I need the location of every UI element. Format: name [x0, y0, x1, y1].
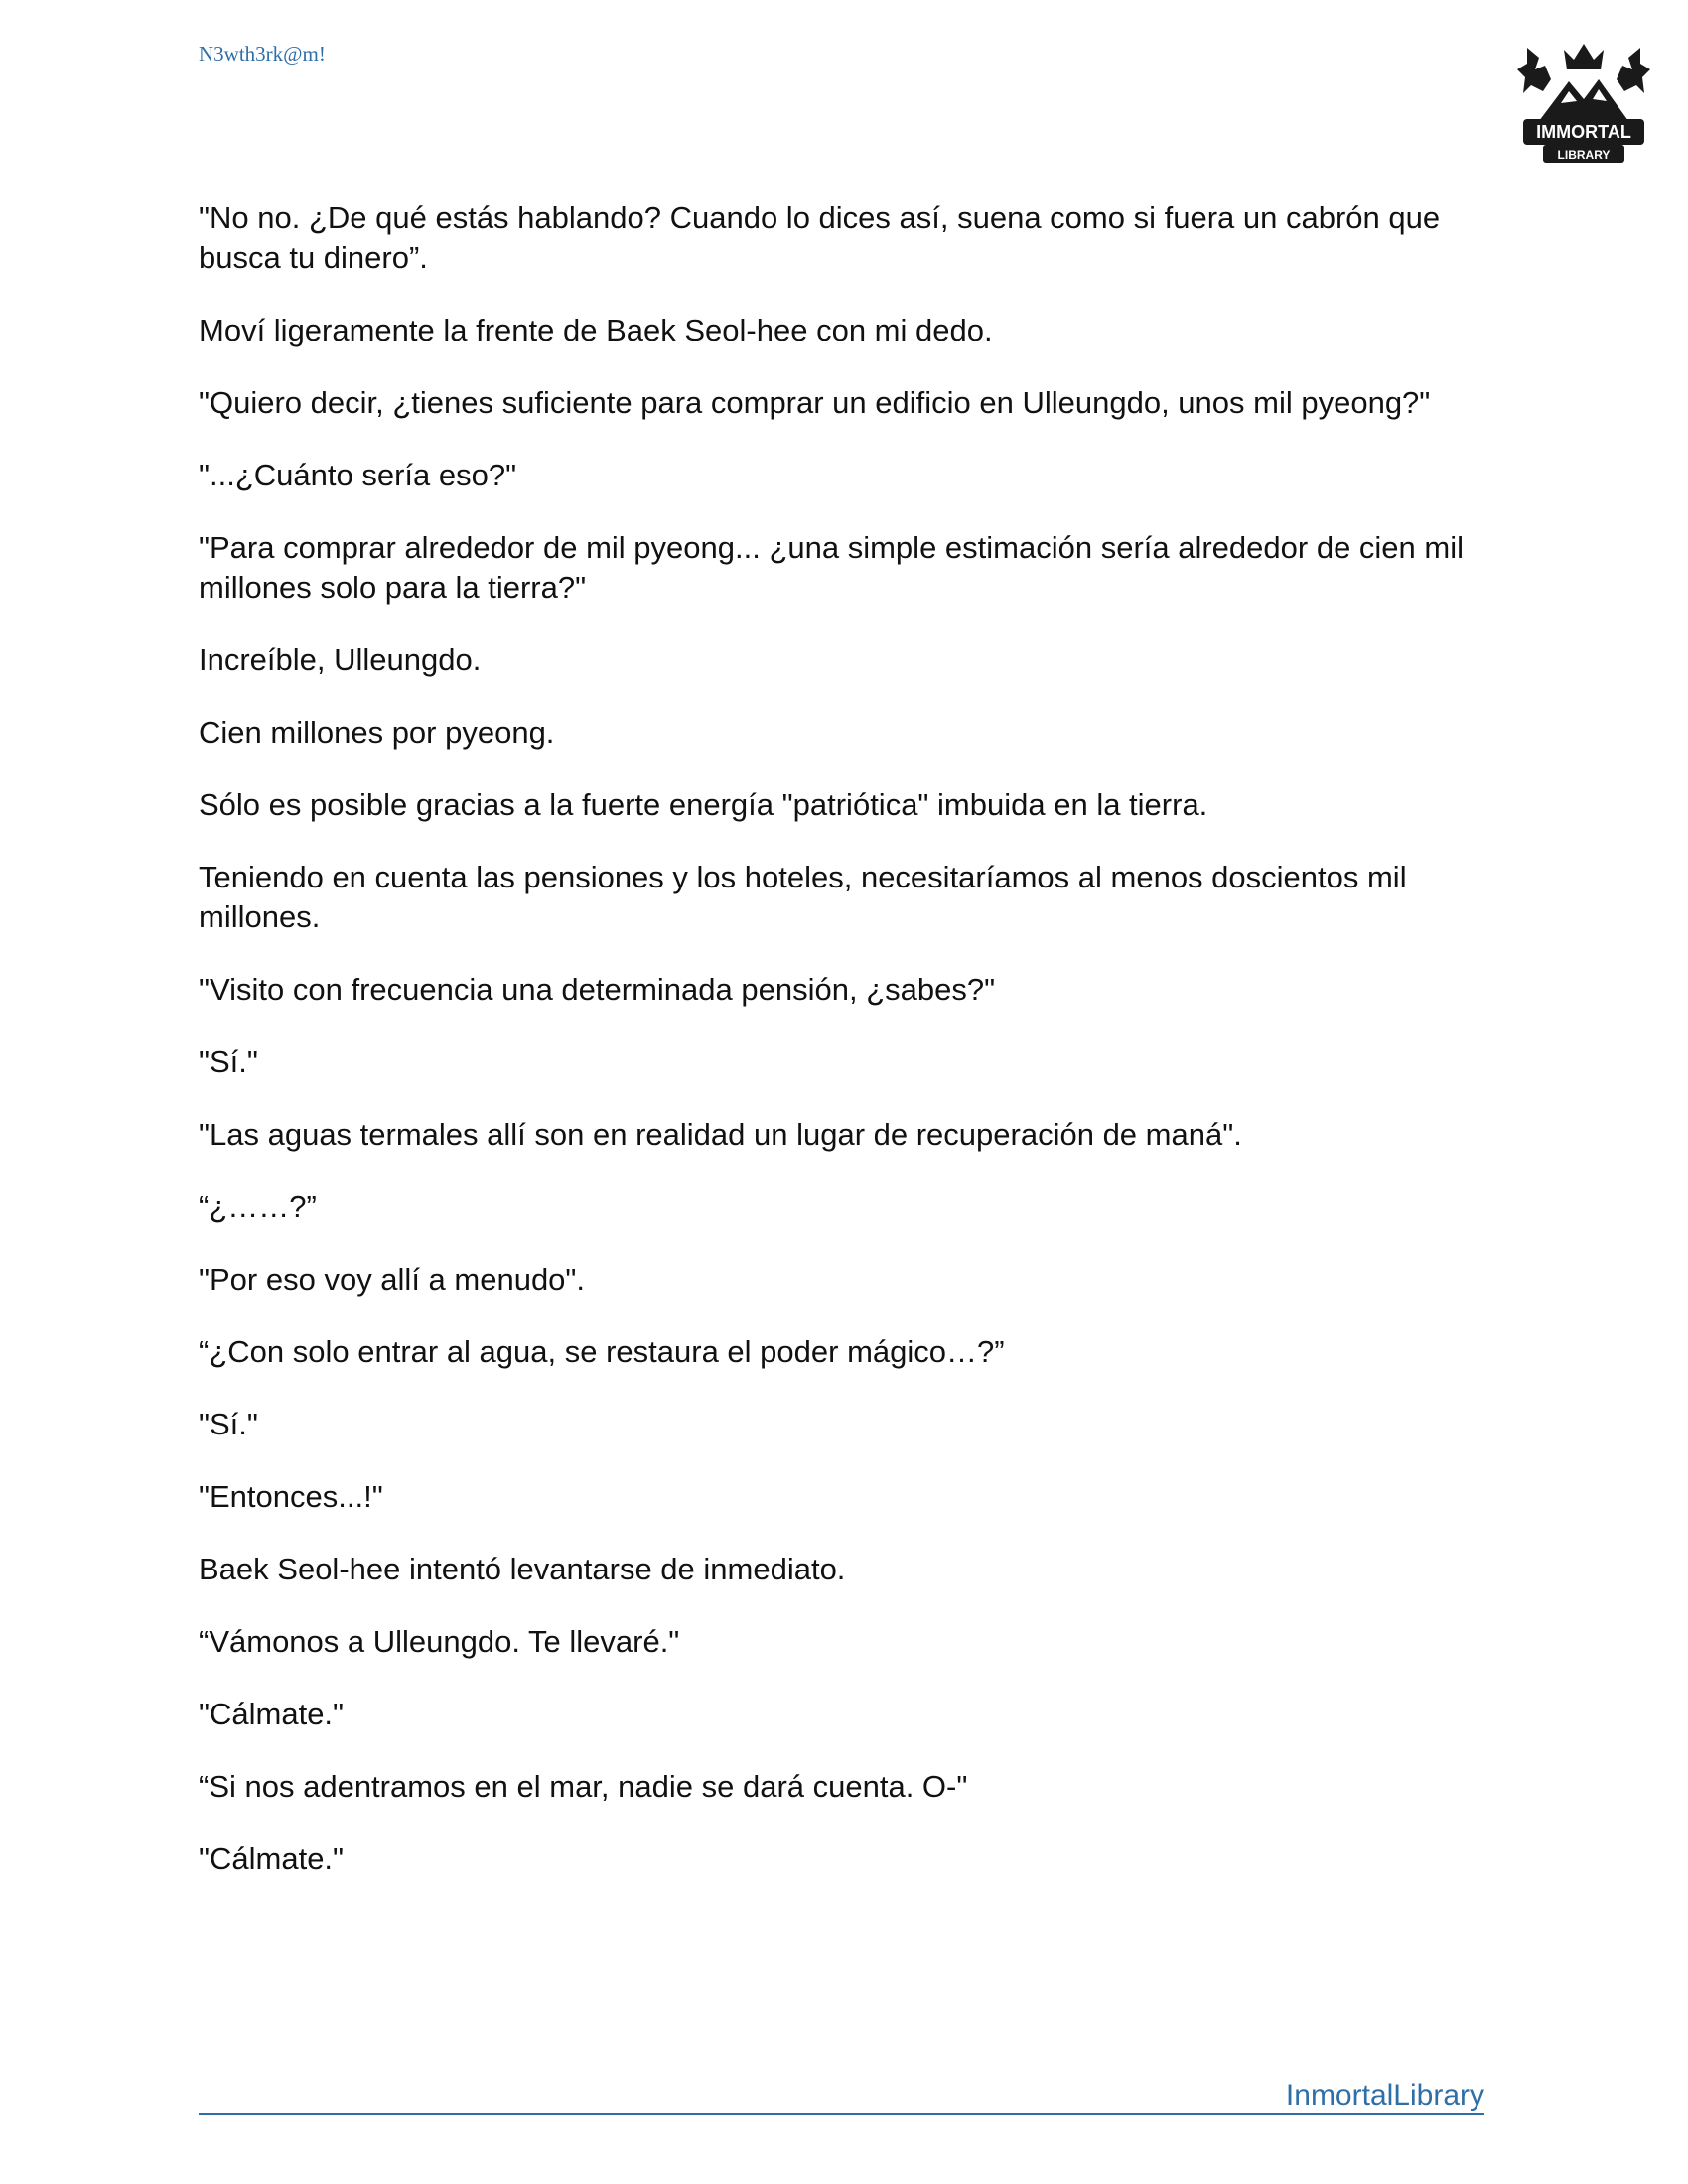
document-body [199, 199, 1489, 1912]
paragraph: "Entonces...!" [199, 1479, 383, 1514]
logo-line2: LIBRARY [1557, 148, 1611, 162]
paragraph: Cien millones por pyeong. [199, 715, 555, 750]
paragraph: "...¿Cuánto sería eso?" [199, 458, 517, 492]
paragraph: “¿Con solo entrar al agua, se restaura el poder mágico…?” [199, 1334, 1005, 1369]
paragraph: “Si nos adentramos en el mar, nadie se dará cuenta. O-" [199, 1769, 968, 1804]
paragraph: "Visito con frecuencia una determinada pensión, ¿sabes?" [199, 972, 996, 1007]
paragraph: “¿……?” [199, 1189, 317, 1224]
paragraph: "Cálmate." [199, 1842, 345, 1876]
paragraph: “Vámonos a Ulleungdo. Te llevaré." [199, 1624, 680, 1659]
logo-line1: IMMORTAL [1536, 122, 1631, 142]
footer-link[interactable]: InmortalLibrary [1285, 2079, 1484, 2112]
paragraph: "Sí." [199, 1044, 258, 1079]
paragraph: "Quiero decir, ¿tienes suficiente para comprar un edificio en Ulleungdo, unos mil pyeong?" [199, 385, 1431, 420]
paragraph: Sólo es posible gracias a la fuerte energía "patriótica" imbuida en la tierra. [199, 787, 1208, 822]
immortal-library-logo [1509, 30, 1658, 179]
paragraph: Teniendo en cuenta las pensiones y los hoteles, necesitaríamos al menos doscientos mil millones. [199, 860, 1407, 934]
paragraph: "Para comprar alrededor de mil pyeong... ¿una simple estimación sería alrededor de cien mil millones solo para la tierra?" [199, 530, 1464, 605]
header-tag: N3wth3rk@m! [199, 42, 326, 66]
paragraph: "Por eso voy allí a menudo". [199, 1262, 586, 1297]
paragraph: Moví ligeramente la frente de Baek Seol-hee con mi dedo. [199, 313, 993, 347]
paragraph: "No no. ¿De qué estás hablando? Cuando lo dices así, suena como si fuera un cabrón que busca tu dinero”. [199, 201, 1441, 275]
paragraph: "Cálmate." [199, 1697, 345, 1731]
footer-rule [199, 2113, 1484, 2115]
paragraph: Increíble, Ulleungdo. [199, 642, 482, 677]
paragraph: Baek Seol-hee intentó levantarse de inmediato. [199, 1552, 846, 1586]
paragraph: "Las aguas termales allí son en realidad un lugar de recuperación de maná". [199, 1117, 1242, 1152]
paragraph: "Sí." [199, 1407, 258, 1441]
